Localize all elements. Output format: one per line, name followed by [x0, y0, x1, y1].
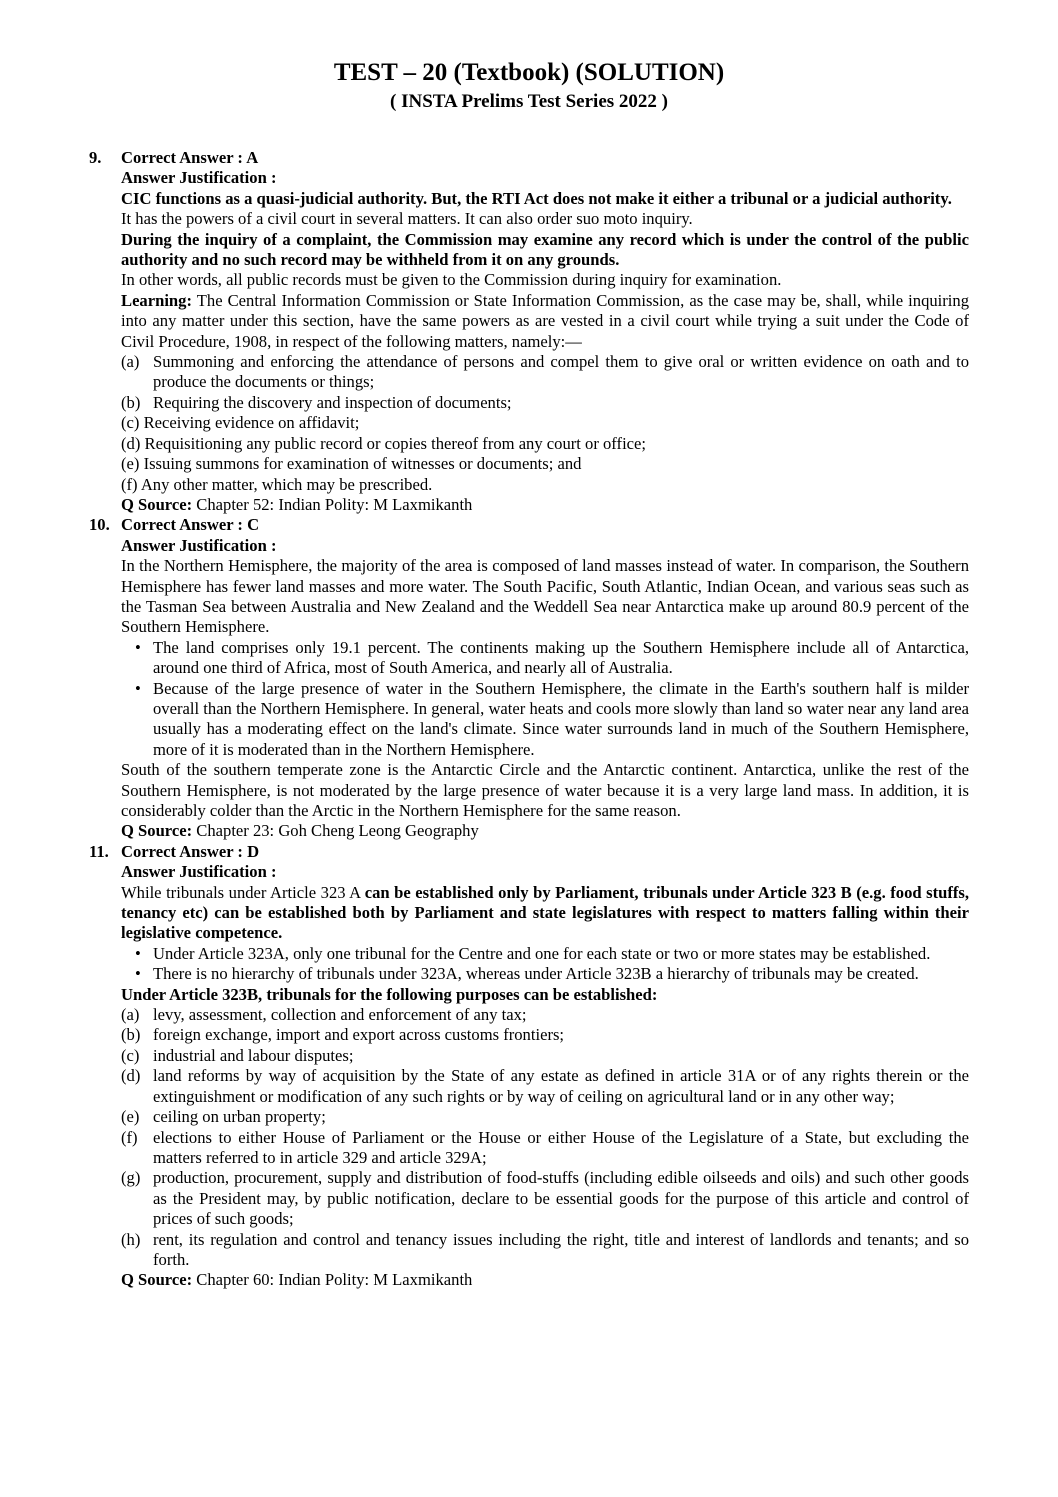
justification-label: Answer Justification : — [121, 862, 277, 882]
list-item — [121, 1046, 969, 1066]
paragraph: South of the southern temperate zone is the Antarctic Circle and the Antarctic continent. Antarctica, unlike the rest of the Southern Hemisphere, is not moderated by the large presence of water because it is a very large land mass. In addition, it is considerably colder than the Arctic in the Northern Hemisphere for the same reason. — [121, 760, 969, 820]
bullet-text: There is no hierarchy of tribunals under 323A, whereas under Article 323B a hierarchy of tribunals may be created. — [153, 964, 919, 984]
list-text: industrial and labour disputes; — [153, 1045, 354, 1065]
bullet-text: The land comprises only 19.1 percent. The continents making up the Southern Hemisphere include all of Antarctica, around one third of Africa, most of South America, and nearly all of Australia. — [153, 637, 969, 678]
paragraph: During the inquiry of a complaint, the Commission may examine any record which is under the control of the public authority and no such record may be withheld from it on any grounds. — [121, 229, 969, 270]
list-label: (f) — [121, 474, 138, 494]
list-label: (c) — [121, 1045, 140, 1065]
source-line — [121, 1270, 969, 1290]
question-9 — [89, 148, 969, 515]
list-item — [121, 1025, 969, 1045]
correct-answer: Correct Answer : D — [121, 841, 260, 861]
list-item — [121, 413, 969, 433]
bullet-item — [121, 638, 969, 679]
source-text: Chapter 23: Goh Cheng Leong Geography — [192, 821, 479, 841]
list-text: Any other matter, which may be prescribed. — [140, 474, 433, 494]
list-item — [121, 1107, 969, 1127]
paragraph-bold-text: can be established only by Parliament, tribunals under Article 323 B (e.g. food stuffs, tenancy etc) can be established both by Parliament and state legislatures with respect to matters falling within their legislative competence. — [121, 882, 969, 943]
learning-label: Learning: — [121, 290, 192, 310]
question-11 — [89, 842, 969, 1291]
list-label: (h) — [121, 1229, 141, 1249]
bullet-text: Under Article 323A, only one tribunal for the Centre and one for each state or two or more states may be established. — [153, 943, 931, 963]
list-text: production, procurement, supply and distribution of food-stuffs (including edible oilseeds and oils) and such other goods as the President may, by public notification, declare to be essential goods for the purpose of this article and control of prices of such goods; — [153, 1168, 969, 1229]
purposes-heading: Under Article 323B, tribunals for the following purposes can be established: — [121, 984, 658, 1004]
correct-answer: Correct Answer : A — [121, 148, 259, 167]
list-label: (a) — [121, 352, 140, 372]
list-label: (d) — [121, 433, 141, 453]
list-text: land reforms by way of acquisition by the State of any estate as defined in article 31A or of any rights therein or the extinguishment or modification of any such rights or by way of ceiling on agricultural land or in any other way; — [153, 1066, 969, 1106]
bullet-item — [121, 679, 969, 761]
list-text: Receiving evidence on affidavit; — [143, 413, 360, 433]
list-item — [121, 475, 969, 495]
source-label: Q Source: — [121, 494, 193, 514]
question-number: 10. — [89, 515, 110, 535]
learning-paragraph — [121, 291, 969, 352]
list-label: (a) — [121, 1005, 140, 1025]
source-text: Chapter 52: Indian Polity: M Laxmikanth — [192, 494, 473, 514]
page-title: TEST – 20 (Textbook) (SOLUTION) — [333, 59, 725, 86]
list-item — [121, 454, 969, 474]
source-line — [121, 495, 969, 515]
list-text: foreign exchange, import and export across customs frontiers; — [153, 1025, 565, 1045]
list-item — [121, 1128, 969, 1169]
question-10 — [89, 515, 969, 842]
bullet-icon: • — [135, 964, 141, 984]
paragraph: In the Northern Hemisphere, the majority of the area is composed of land masses instead of water. In comparison, the Southern Hemisphere has fewer land masses and more water. The South Pacific, South Atlantic, Indian Ocean, and various seas such as the Tasman Sea between Australia and New Zealand and the Weddell Sea near Antarctica make up around 80.9 percent of the Southern Hemisphere. — [121, 556, 969, 637]
document-body — [89, 148, 969, 1291]
list-label: (d) — [121, 1066, 141, 1086]
list-text: Requiring the discovery and inspection of documents; — [153, 392, 512, 412]
list-text: ceiling on urban property; — [153, 1107, 326, 1127]
list-label: (g) — [121, 1168, 141, 1188]
source-line — [121, 821, 969, 841]
question-number: 11. — [89, 841, 109, 861]
source-text: Chapter 60: Indian Polity: M Laxmikanth — [192, 1270, 473, 1290]
list-item — [121, 434, 969, 454]
question-number: 9. — [89, 148, 102, 167]
correct-answer: Correct Answer : C — [121, 515, 260, 535]
list-item — [121, 352, 969, 393]
list-item — [121, 1230, 969, 1271]
list-label: (b) — [121, 1025, 141, 1045]
list-label: (b) — [121, 392, 141, 412]
list-text: levy, assessment, collection and enforcement of any tax; — [153, 1005, 527, 1025]
list-label: (e) — [121, 1107, 140, 1127]
list-label: (f) — [121, 1127, 138, 1147]
page-subtitle: ( INSTA Prelims Test Series 2022 ) — [390, 91, 668, 112]
paragraph: It has the powers of a civil court in several matters. It can also order suo moto inquiry. — [121, 209, 693, 229]
list-item — [121, 393, 969, 413]
bullet-item — [121, 964, 969, 984]
justification-label: Answer Justification : — [121, 168, 277, 188]
list-item — [121, 1005, 969, 1025]
bullet-icon: • — [135, 943, 141, 963]
list-item — [121, 1066, 969, 1107]
source-label: Q Source: — [121, 1270, 193, 1290]
bullet-text: Because of the large presence of water in the Southern Hemisphere, the climate in the Earth's southern half is milder overall than the Northern Hemisphere. In general, water heats and cools more slowly than land so water near any land area usually has a moderating effect on the land's climate. Since water surrounds land in much of the Southern Hemisphere, more of it is moderated than in the Northern Hemisphere. — [153, 678, 969, 759]
paragraph: CIC functions as a quasi-judicial authority. But, the RTI Act does not make it either a tribunal or a judicial authority. — [121, 188, 952, 208]
list-text: Requisitioning any public record or copies thereof from any court or office; — [144, 433, 647, 453]
paragraph: In other words, all public records must be given to the Commission during inquiry for examination. — [121, 270, 782, 290]
bullet-icon: • — [135, 678, 141, 698]
source-label: Q Source: — [121, 821, 193, 841]
list-label: (c) — [121, 413, 140, 433]
bullet-icon: • — [135, 637, 141, 657]
bullet-item — [121, 944, 969, 964]
list-text: rent, its regulation and control and tenancy issues including the right, title and interest of landlords and tenants; and so forth. — [153, 1229, 969, 1269]
list-text: Summoning and enforcing the attendance of persons and compel them to give oral or written evidence on oath and to produce the documents or things; — [153, 352, 969, 392]
learning-text: The Central Information Commission or State Information Commission, as the case may be, shall, while inquiring into any matter under this section, have the same powers as are vested in a civil court while trying a suit under the Code of Civil Procedure, 1908, in respect of the following matters, namely:— — [121, 290, 969, 351]
list-label: (e) — [121, 454, 140, 474]
justification-label: Answer Justification : — [121, 535, 277, 555]
paragraph-text: While tribunals under Article 323 A — [121, 882, 365, 902]
list-item — [121, 1168, 969, 1229]
list-text: elections to either House of Parliament or the House or either House of the Legislature of a State, but excluding the matters referred to in article 329 and article 329A; — [153, 1127, 969, 1167]
list-text: Issuing summons for examination of witnesses or documents; and — [143, 454, 582, 474]
paragraph — [121, 883, 969, 944]
